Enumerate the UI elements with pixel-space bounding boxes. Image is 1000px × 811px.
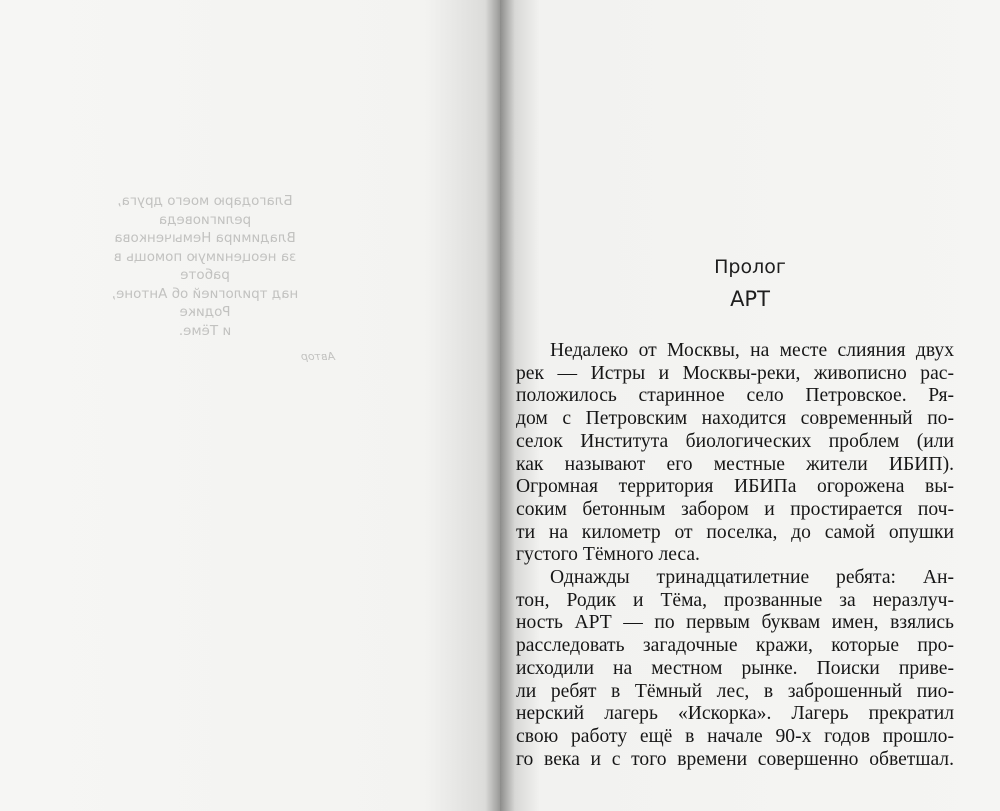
dedication-line: над трилогией об Антоне, Родике [111,285,299,320]
chapter-title: АРТ [730,287,770,311]
text-line: ти на километр от поселка, до самой опушки [516,521,954,543]
chapter-label: Пролог [714,256,786,278]
text-line: ность АРТ — по первым буквам имен, взялись [516,612,954,634]
text-line: положилось старинное село Петровское. Ря- [516,385,954,407]
text-line: Однажды тринадцатилетние ребята: Ан- [550,567,954,589]
dedication-line: и Тёме. [178,322,232,339]
dedication-line: Благодарю моего друга, религиоведа [117,193,293,228]
text-line: ли ребят в Тёмный лес, в заброшенный пио- [516,680,954,702]
text-line: свою работу ещё в начале 90-х годов прошло- [516,725,954,747]
dedication-line: Владимира Немыченкова [114,230,296,246]
text-line: соким бетонным забором и простирается поч- [516,498,954,520]
text-line: расследовать загадочные кражи, которые про- [516,635,954,657]
text-line: селок Института биологических проблем (или [516,430,954,452]
text-line: исходили на местном рынке. Поиски приве- [516,657,954,679]
text-line: дом с Петровским находится современный по- [516,408,954,430]
dedication-author: Автор [300,350,335,363]
dedication-line: за неоценимую помощь в работе [113,248,297,283]
text-line: го века и с того времени совершенно обветшал. [516,748,954,770]
text-line: рек — Истры и Москвы-реки, живописно рас- [516,362,954,384]
text-line: нерский лагерь «Искорка». Лагерь прекратил [516,703,954,725]
dedication-bleed-through [95,192,335,367]
text-line: густого Тёмного леса. [516,544,700,566]
text-line: тон, Родик и Тёма, прозванные за неразлуч- [516,589,954,611]
text-line: Недалеко от Москвы, на месте слияния двух [550,340,954,361]
text-line: Огромная территория ИБИПа огорожена вы- [516,476,954,498]
chapter-body [516,340,954,771]
text-line: как называют его местные жители ИБИП). [516,453,954,475]
